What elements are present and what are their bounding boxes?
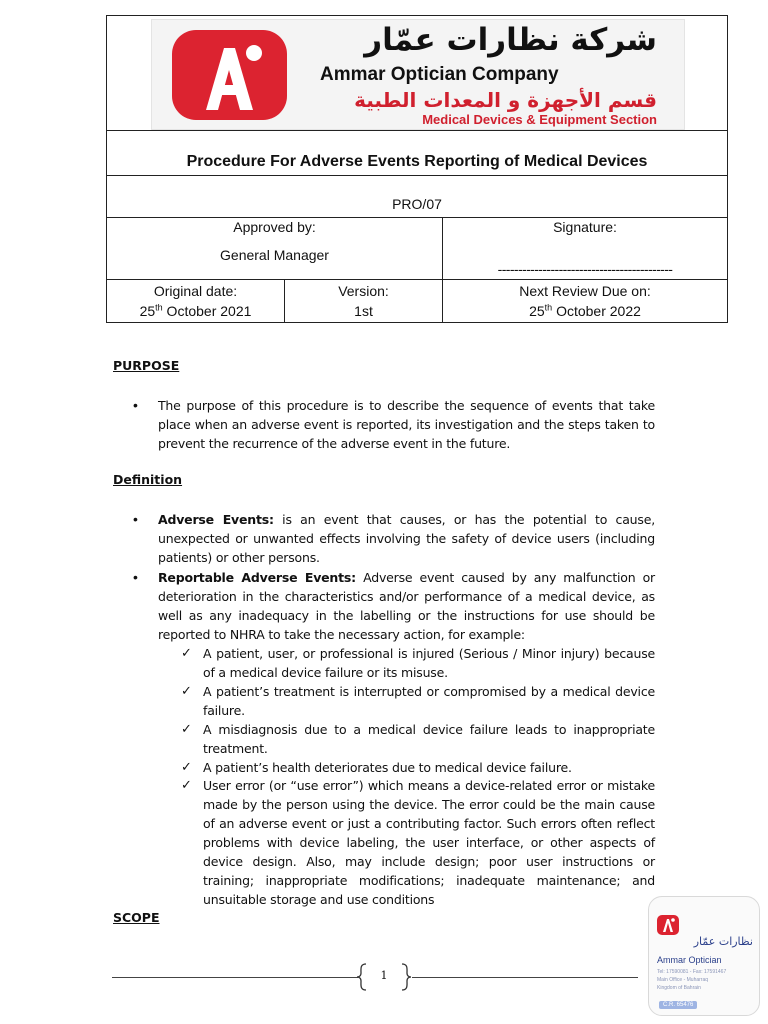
purpose-text: The purpose of this procedure is to describe the sequence of events that take place when an adverse event is reported, its investigation and the steps taken to prevent the recurrence of the adverse event in the future.: [158, 398, 655, 451]
document-header-table: [106, 15, 728, 323]
stamp-line3: Kingdom of Bahrain: [657, 985, 701, 991]
title-cell: [107, 131, 728, 176]
version-cell: [285, 280, 443, 323]
signature-label: Signature:: [553, 219, 617, 235]
logo-english-section: Medical Devices & Equipment Section: [422, 112, 657, 127]
bullet-icon: •: [133, 397, 138, 413]
logo-arabic-name: شركة نظارات عمّار: [364, 22, 657, 58]
page-number: 1: [380, 969, 388, 982]
example-item: A patient’s treatment is interrupted or compromised by a medical device failure.: [203, 684, 655, 718]
logo-english-name: Ammar Optician Company: [320, 64, 559, 85]
example-item: A misdiagnosis due to a medical device failure leads to inappropriate treatment.: [203, 722, 655, 756]
signature-cell: [443, 218, 728, 280]
ammar-logo-icon: [172, 30, 287, 120]
approved-value: General Manager: [220, 247, 329, 263]
procedure-code: PRO/07: [392, 196, 442, 212]
stamp-logo-icon: [657, 915, 679, 935]
original-date-value: 25th October 2021: [139, 302, 252, 319]
footer-divider-left: [112, 977, 358, 978]
bullet-icon: •: [133, 569, 138, 585]
approval-cell: [107, 218, 443, 280]
version-value: 1st: [354, 303, 373, 319]
stamp-line2: Main Office - Muharraq: [657, 977, 709, 983]
review-date-cell: [443, 280, 728, 323]
example-item: User error (or “use error”) which means a device-related error or mistake made by the person using the device. The error could be the main cause of an adverse event or just a contributing factor. Such errors often reflect problems with device labeling, the user interface, or other aspects of device design. Also, may include design; poor user instructions or training; inappropriate modifications; inadequate maintenance; and unsuitable storage and use conditions: [203, 778, 655, 907]
original-date-cell: [107, 280, 285, 323]
checkmark-icon: ✓: [181, 684, 192, 699]
document-title: Procedure For Adverse Events Reporting of Medical Devices: [186, 153, 648, 170]
checkmark-icon: ✓: [181, 646, 192, 661]
original-date-label: Original date:: [153, 283, 238, 299]
stamp-english-name: Ammar Optician: [657, 955, 722, 965]
stamp-arabic-name: نظارات عمّار: [693, 935, 753, 948]
company-stamp: [648, 896, 760, 1016]
checkmark-icon: ✓: [181, 722, 192, 737]
stamp-tel: Tel: 17590081 - Fax: 17591467: [657, 969, 727, 975]
review-date-value: 25th October 2022: [529, 302, 641, 319]
definition-item: Reportable Adverse Events: Adverse event caused by any malfunction or deterioration in the characteristics and/or performance of a medical device, as well as any inadequacy in the labelling or the instructions for use should be reported to NHRA to take the necessary action, for example:: [158, 570, 655, 642]
logo-arabic-section: قسم الأجهزة و المعدات الطبية: [354, 88, 657, 112]
checkmark-icon: ✓: [181, 760, 192, 775]
example-item: A patient, user, or professional is injured (Serious / Minor injury) because of a medical device failure or its misuse.: [203, 646, 655, 680]
purpose-heading: PURPOSE: [113, 358, 180, 373]
stamp-cr-number: C.R. 65476: [659, 1001, 697, 1009]
version-label: Version:: [338, 283, 389, 299]
definition-item: Adverse Events: is an event that causes, or has the potential to cause, unexpected or unwanted effects involving the safety of device users (including patients) or other persons.: [158, 512, 655, 565]
checkmark-icon: ✓: [181, 778, 192, 793]
signature-line: -------------------------------------------: [497, 261, 673, 277]
page-number-bracket: [356, 963, 412, 991]
definition-heading: Definition: [113, 472, 183, 487]
footer-divider-right: [412, 977, 638, 978]
review-label: Next Review Due on:: [519, 283, 651, 299]
scope-heading: SCOPE: [113, 910, 160, 925]
company-logo: [151, 19, 685, 130]
logo-cell: [107, 16, 728, 131]
example-item: A patient’s health deteriorates due to medical device failure.: [203, 760, 572, 775]
code-cell: [107, 176, 728, 218]
approved-label: Approved by:: [233, 219, 316, 235]
bullet-icon: •: [133, 511, 138, 527]
